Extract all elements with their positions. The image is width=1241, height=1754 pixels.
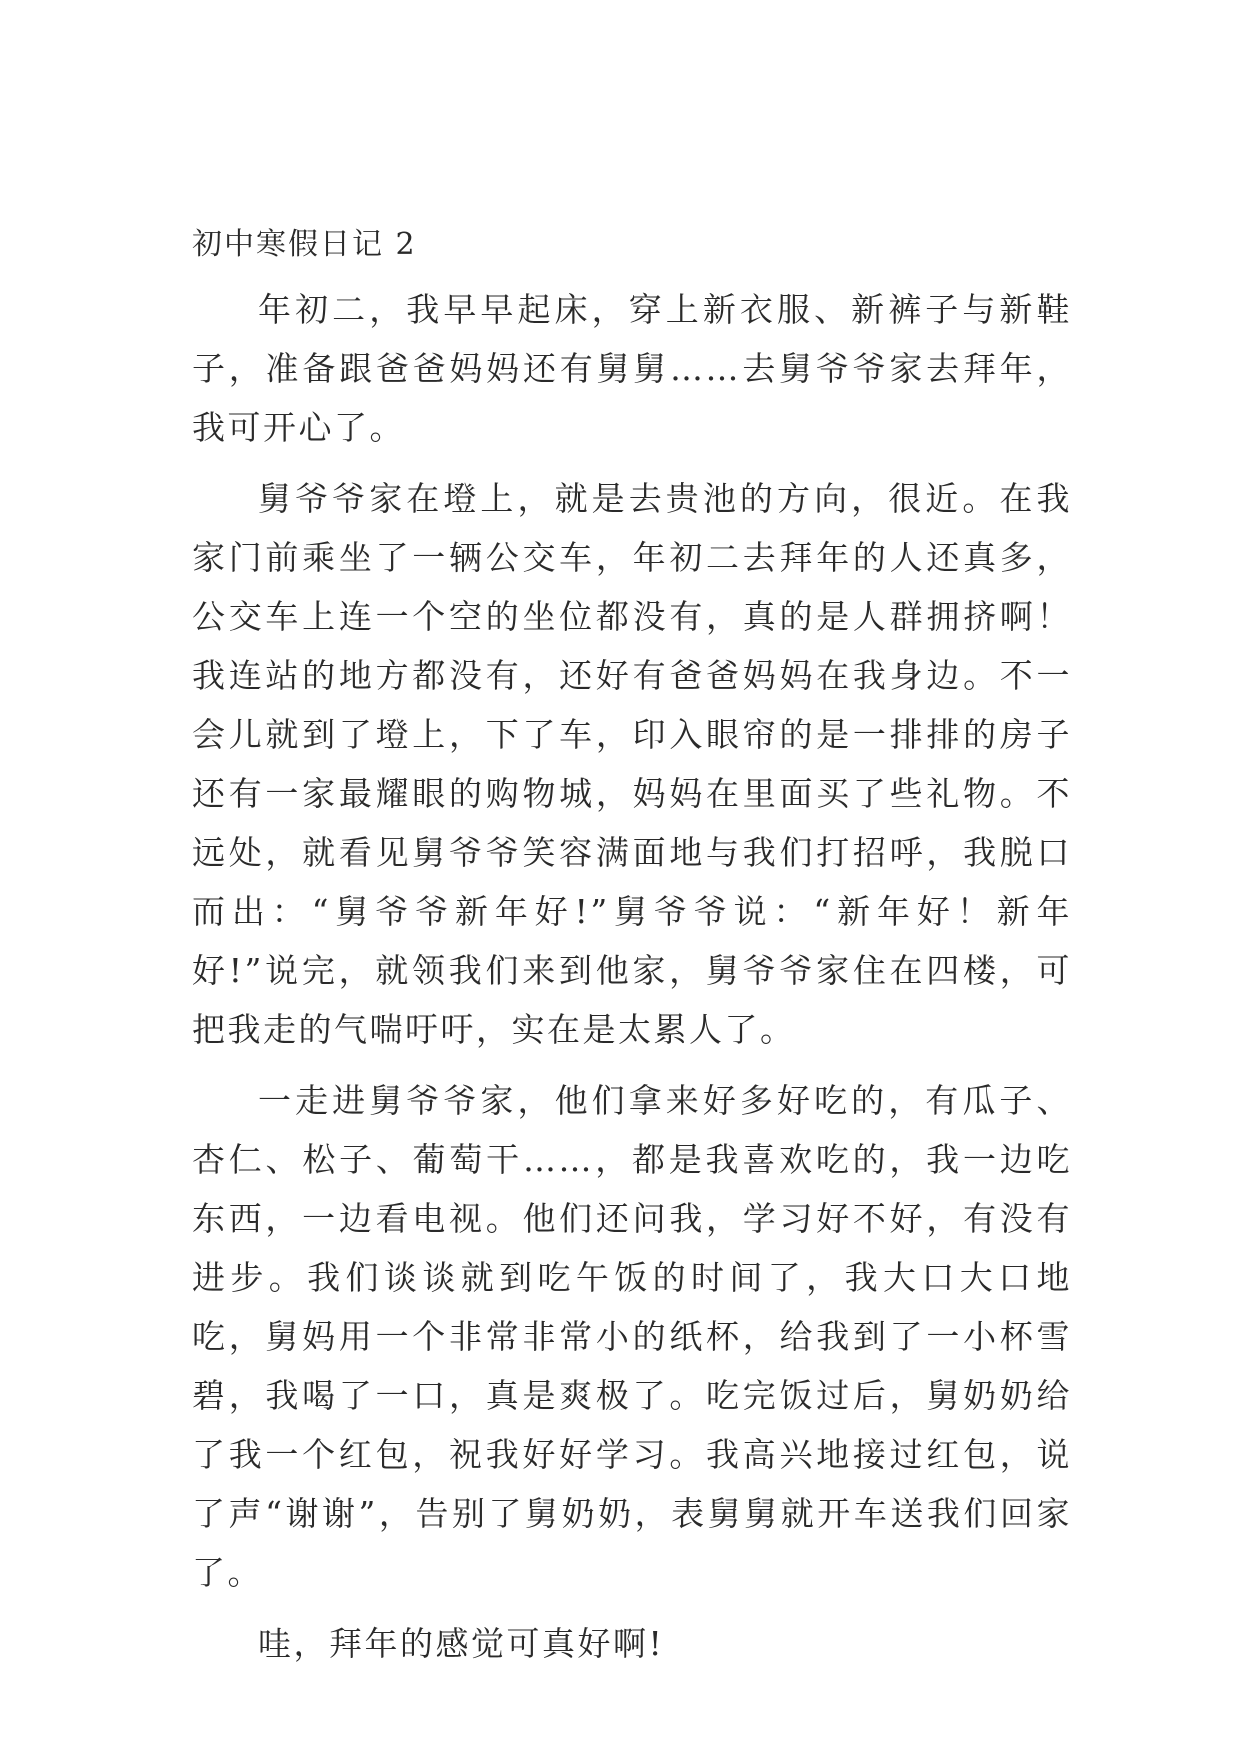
paragraph-4: 哇，拜年的感觉可真好啊! [258, 1624, 665, 1663]
document-page [192, 222, 1072, 1685]
paragraph-1: 年初二，我早早起床，穿上新衣服、新裤子与新鞋子，准备跟爸爸妈妈还有舅舅……去舅爷爷家去拜年，我可开心了。 [192, 290, 1072, 447]
paragraph-3: 一走进舅爷爷家，他们拿来好多好吃的，有瓜子、杏仁、松子、葡萄干……，都是我喜欢吃的，我一边吃东西，一边看电视。他们还问我，学习好不好，有没有进步。我们谈谈就到吃午饭的时间了，我大口大口地吃，舅妈用一个非常非常小的纸杯，给我到了一小杯雪碧，我喝了一口，真是爽极了。吃完饭过后，舅奶奶给了我一个红包，祝我好好学习。我高兴地接过红包，说了声“谢谢”，告别了舅奶奶，表舅舅就开车送我们回家了。 [192, 1081, 1072, 1592]
document-title: 初中寒假日记 2 [192, 227, 417, 262]
paragraph-2: 舅爷爷家在墱上，就是去贵池的方向，很近。在我家门前乘坐了一辆公交车，年初二去拜年的人还真多，公交车上连一个空的坐位都没有，真的是人群拥挤啊！我连站的地方都没有，还好有爸爸妈妈在我身边。不一会儿就到了墱上，下了车，印入眼帘的是一排排的房子还有一家最耀眼的购物城，妈妈在里面买了些礼物。不远处，就看见舅爷爷笑容满面地与我们打招呼，我脱口而出：“舅爷爷新年好!”舅爷爷说：“新年好！新年好!”说完，就领我们来到他家，舅爷爷家住在四楼，可把我走的气喘吁吁，实在是太累人了。 [192, 479, 1072, 1049]
